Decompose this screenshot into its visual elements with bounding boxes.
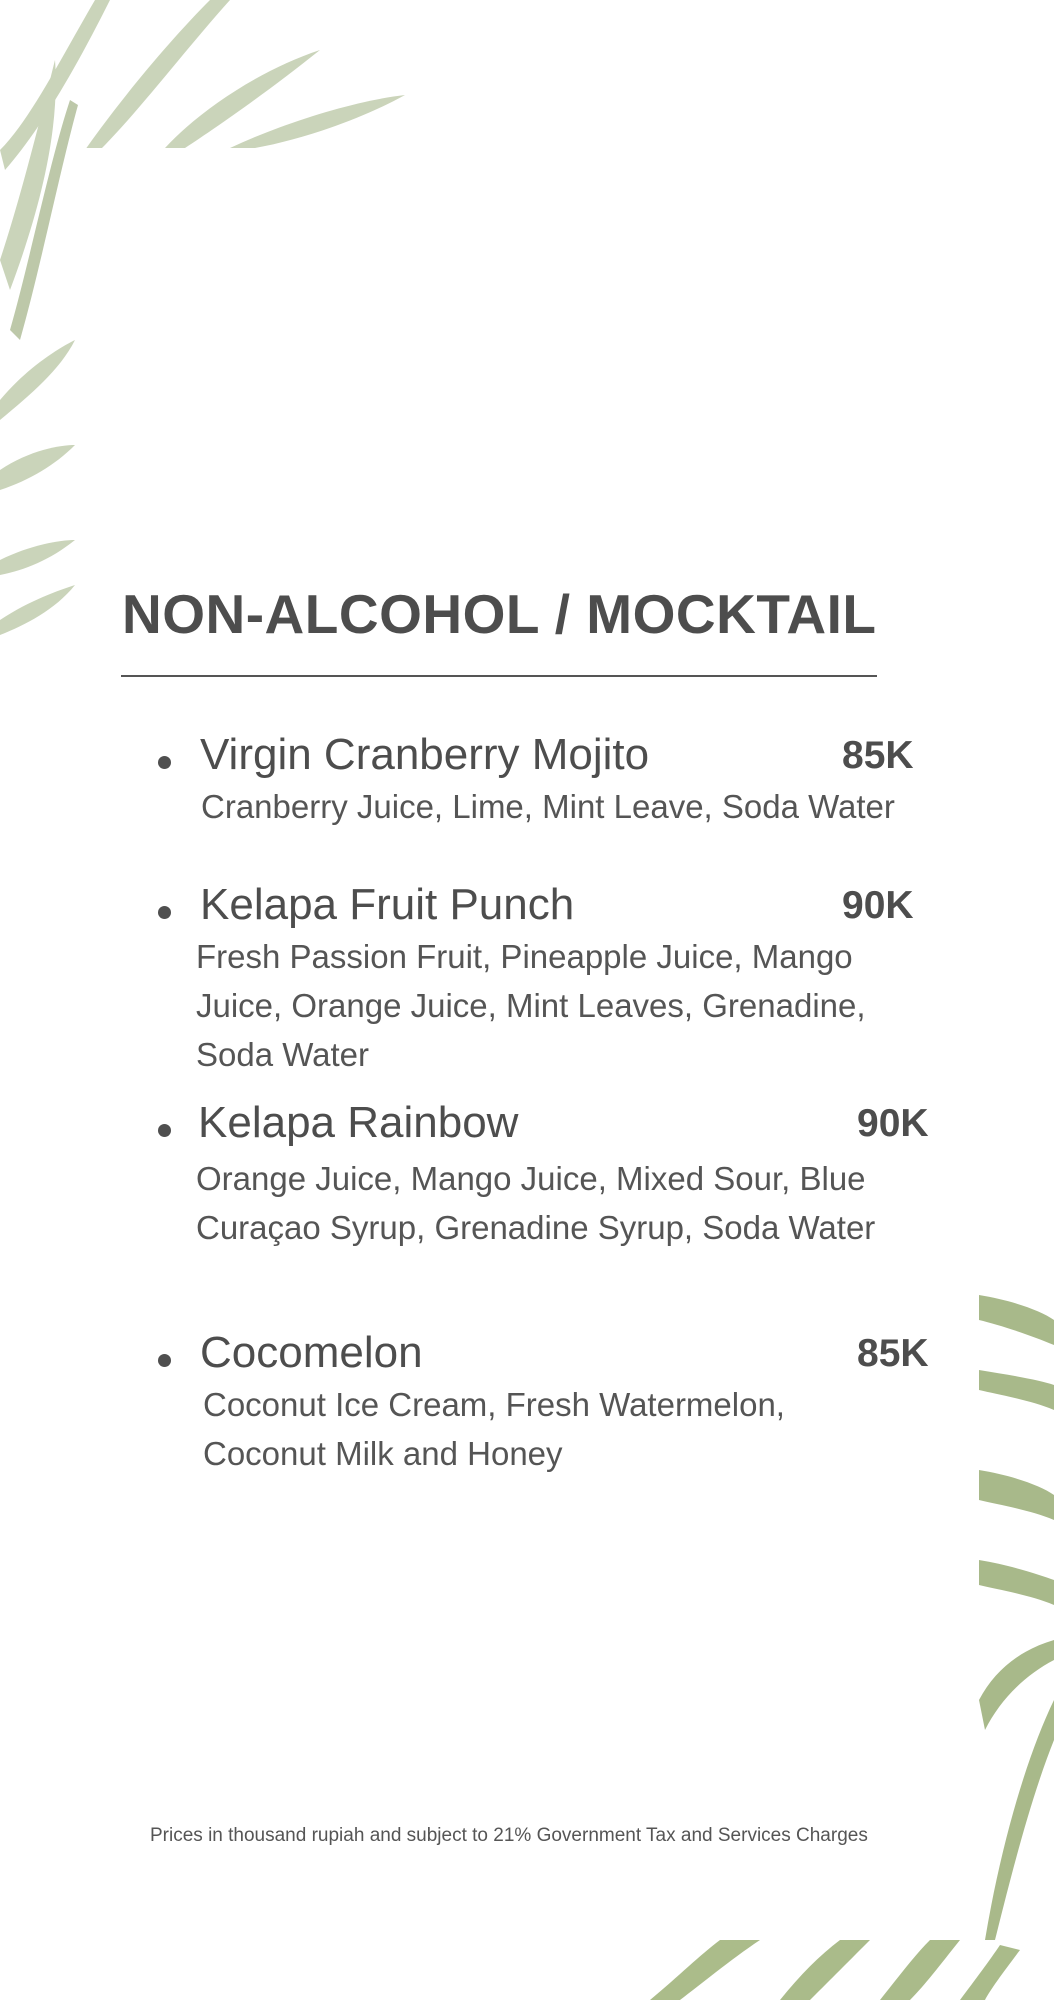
item-description: Orange Juice, Mango Juice, Mixed Sour, Blue Curaçao Syrup, Grenadine Syrup, Soda Water bbox=[196, 1160, 876, 1246]
bullet-icon bbox=[158, 906, 171, 919]
title-divider bbox=[121, 675, 877, 677]
item-price: 85K bbox=[857, 1332, 929, 1375]
item-price: 90K bbox=[857, 1102, 929, 1145]
item-price: 85K bbox=[842, 734, 914, 777]
footer-note: Prices in thousand rupiah and subject to 21% Government Tax and Services Charges bbox=[150, 1825, 868, 1846]
item-description: Coconut Ice Cream, Fresh Watermelon, Coconut Milk and Honey bbox=[203, 1386, 785, 1472]
bullet-icon bbox=[158, 1124, 171, 1137]
bullet-icon bbox=[158, 756, 171, 769]
item-description: Cranberry Juice, Lime, Mint Leave, Soda Water bbox=[201, 788, 895, 825]
item-name: Kelapa Fruit Punch bbox=[200, 880, 575, 929]
item-price: 90K bbox=[842, 884, 914, 927]
item-name: Kelapa Rainbow bbox=[198, 1098, 519, 1147]
item-name: Virgin Cranberry Mojito bbox=[200, 730, 650, 779]
menu-title: NON-ALCOHOL / MOCKTAIL bbox=[122, 583, 877, 645]
item-name: Cocomelon bbox=[200, 1328, 423, 1377]
item-description: Fresh Passion Fruit, Pineapple Juice, Mango Juice, Orange Juice, Mint Leaves, Grenadine, Soda Water bbox=[196, 938, 866, 1073]
bullet-icon bbox=[158, 1354, 171, 1367]
